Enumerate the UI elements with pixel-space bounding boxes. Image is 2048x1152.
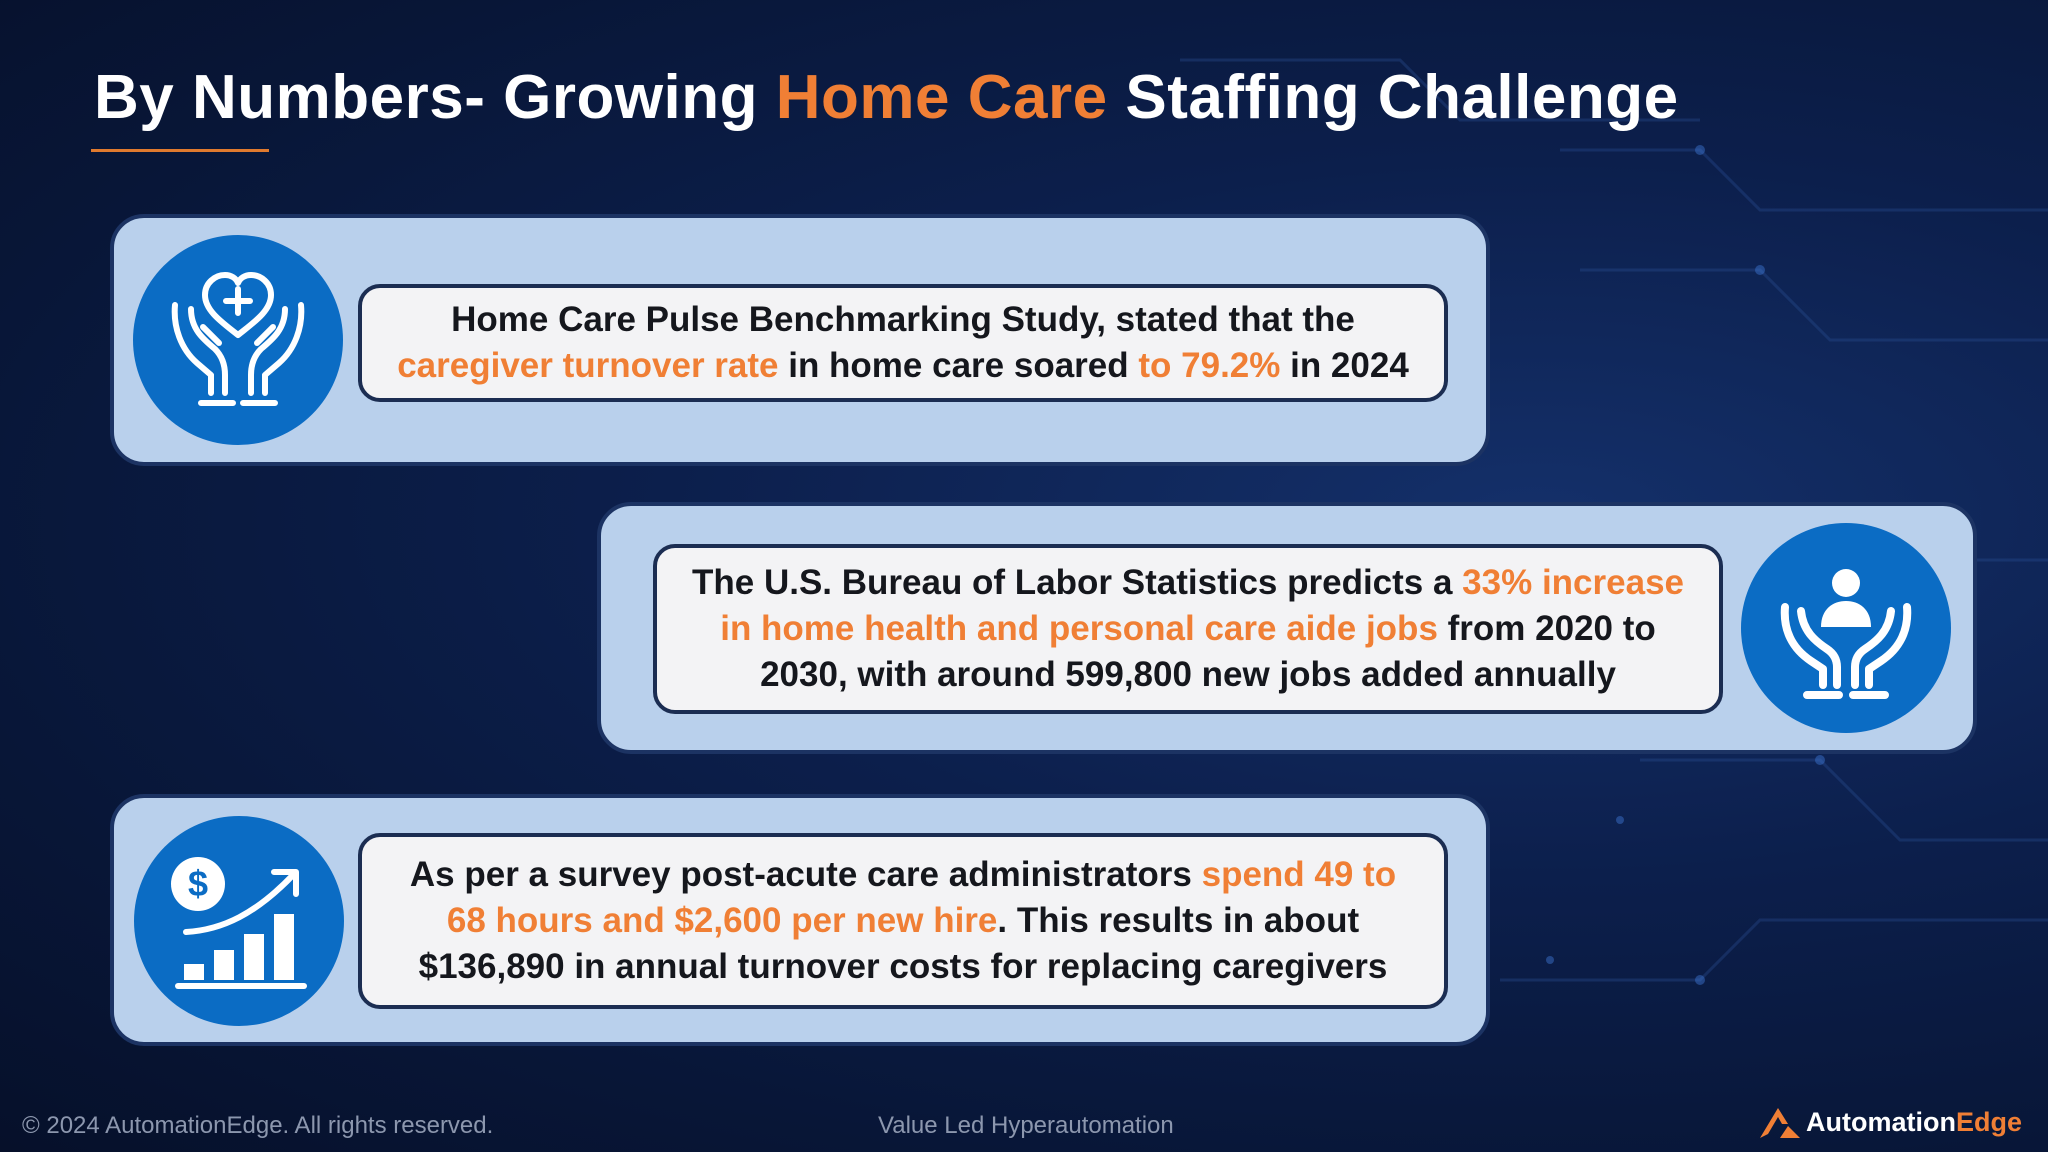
dollar-growth-chart-icon [164, 846, 314, 996]
stat-text-segment: . This results in about $136,890 in annual turnover costs for replacing caregivers [418, 901, 1388, 986]
title-highlight: Home Care [775, 63, 1108, 132]
automationedge-logo-icon [1758, 1104, 1802, 1140]
stat-text [653, 544, 1723, 714]
svg-text:$: $ [187, 863, 209, 904]
company-logo [1758, 1104, 2022, 1140]
stat-card-hiring-cost [110, 794, 1490, 1046]
icon-circle [1741, 523, 1951, 733]
logo-text-edge: Edge [1955, 1106, 2022, 1137]
stat-highlight-hiring-cost: spend 49 to 68 hours and $2,600 per new hire [446, 855, 1397, 940]
stat-card-job-growth [597, 502, 1977, 754]
stat-text-segment: from 2020 to 2030, with around 599,800 new jobs added annually [760, 609, 1656, 694]
icon-circle [134, 816, 344, 1026]
footer-tagline: Value Led Hyperautomation [878, 1112, 1174, 1139]
stat-text-segment: The U.S. Bureau of Labor Statistics predicts a [692, 563, 1463, 602]
logo-text [1806, 1107, 2022, 1138]
hands-heart-icon [163, 265, 313, 415]
title-underline [91, 149, 269, 152]
icon-circle [133, 235, 343, 445]
stat-highlight-job-increase: 33% increase in home health and personal care aide jobs [720, 563, 1684, 648]
stat-text [358, 833, 1448, 1009]
stat-text-segment: in 2024 [1280, 346, 1409, 385]
footer-copyright: © 2024 AutomationEdge. All rights reserved. [22, 1112, 494, 1139]
hands-person-icon [1771, 553, 1921, 703]
stat-highlight-turnover-rate: caregiver turnover rate [397, 346, 779, 385]
page-title [94, 62, 1679, 133]
stat-text-segment: in home care soared [778, 346, 1139, 385]
title-part2: Staffing Challenge [1107, 63, 1679, 132]
stat-text-segment: Home Care Pulse Benchmarking Study, stated that the [451, 300, 1355, 339]
stat-text [358, 284, 1448, 402]
stat-highlight-percentage: to 79.2% [1138, 346, 1281, 385]
stat-card-turnover [110, 214, 1490, 466]
logo-text-automation: Automation [1806, 1106, 1956, 1137]
stat-text-segment: As per a survey post-acute care administrators [409, 855, 1202, 894]
title-part1: By Numbers- Growing [94, 63, 776, 132]
